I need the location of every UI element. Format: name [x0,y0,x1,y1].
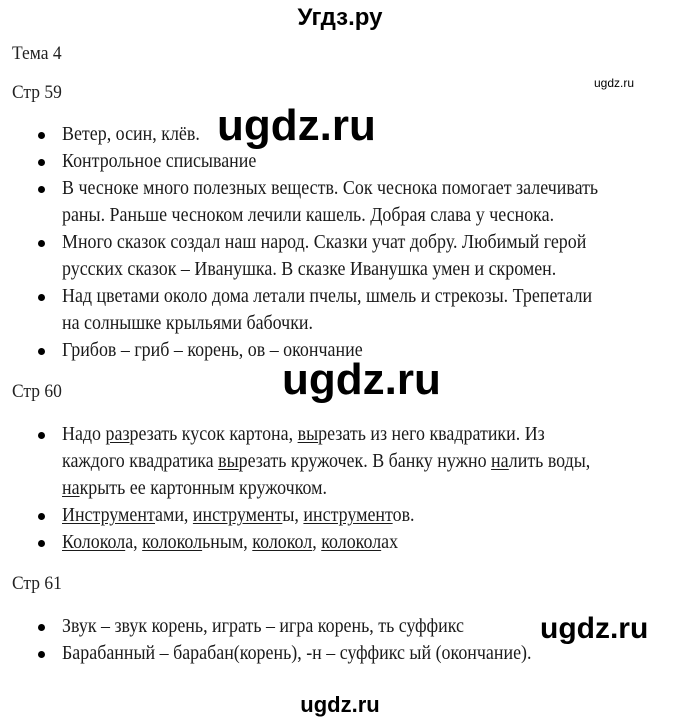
item-text-line: Много сказок создал наш народ. Сказки учат добру. Любимый герой [62,232,587,253]
watermark-large: ugdz.ru [282,355,441,404]
item-text [62,502,415,529]
text-part: резать из него квадратики. Из [318,424,545,445]
list-item [0,148,680,175]
section-heading-p60: Стр 60 [12,381,62,402]
text-part: ах [381,532,399,553]
text-part: ами, [155,505,193,526]
item-text-line: русских сказок – Иванушка. В сказке Иванушка умен и скромен. [62,259,557,280]
watermark-small: ugdz.ru [594,76,635,90]
bullet-icon [38,624,45,631]
watermark-medium: ugdz.ru [540,612,649,645]
prefix-underlined: на [62,478,80,499]
item-text-line: Над цветами около дома летали пчелы, шмель и стрекозы. Трепетали [62,286,593,307]
root-underlined: Инструмент [62,505,156,526]
list-item [0,229,680,283]
bullet-icon [38,132,45,139]
item-text-line [62,448,590,475]
site-title: Угдз.ру [297,4,383,31]
item-text-line [62,421,545,448]
watermark-large: ugdz.ru [217,101,376,150]
list-item [0,283,680,337]
section-heading-p61: Стр 61 [12,573,62,594]
item-text-line: раны. Раньше чесноком лечили кашель. Добрая слава у чеснока. [62,205,555,226]
list-p59 [0,121,680,364]
bullet-icon [38,540,45,547]
item-text: Ветер, осин, клёв. [62,124,200,145]
item-text: Барабанный – барабан(корень), -н – суффикс ый (окончание). [62,643,532,664]
text-part: ы, [282,505,304,526]
text-part: резать кусок картона, [129,424,298,445]
root-underlined: инструмент [303,505,393,526]
list-item [0,421,680,502]
text-part: , [312,532,322,553]
bullet-icon [38,240,45,247]
item-text [62,529,398,556]
text-part: Надо [62,424,106,445]
root-underlined: колокол [252,532,313,553]
list-item [0,175,680,229]
text-part: резать кружочек. В банку нужно [238,451,492,472]
bullet-icon [38,348,45,355]
item-text-line: на солнышке крыльями бабочки. [62,313,314,334]
bullet-icon [38,186,45,193]
list-item [0,529,680,556]
list-item [0,502,680,529]
bullet-icon [38,432,45,439]
item-text: Контрольное списывание [62,151,257,172]
list-p60 [0,421,680,556]
bullet-icon [38,159,45,166]
prefix-underlined: вы [297,424,319,445]
text-part: крыть ее картонным кружочком. [79,478,327,499]
text-part: каждого квадратика [62,451,219,472]
watermark-footer: ugdz.ru [300,692,380,717]
root-underlined: колокол [321,532,382,553]
prefix-underlined: на [491,451,509,472]
prefix-underlined: вы [218,451,239,472]
root-underlined: Колокол [62,532,126,553]
section-heading-p59: Стр 59 [12,82,62,103]
bullet-icon [38,294,45,301]
root-underlined: инструмент [192,505,283,526]
topic-heading: Тема 4 [12,43,62,64]
prefix-underlined: раз [105,424,130,445]
text-part: лить воды, [508,451,591,472]
item-text-line [62,475,327,502]
text-part: ьным, [202,532,253,553]
text-part: а, [125,532,143,553]
root-underlined: колокол [142,532,203,553]
item-text: Звук – звук корень, играть – игра корень, ть суффикс [62,616,465,637]
item-text-line: В чесноке много полезных веществ. Сок чеснока помогает залечивать [62,178,599,199]
item-text: Грибов – гриб – корень, ов – окончание [62,340,363,361]
text-part: ов. [392,505,415,526]
bullet-icon [38,651,45,658]
bullet-icon [38,513,45,520]
